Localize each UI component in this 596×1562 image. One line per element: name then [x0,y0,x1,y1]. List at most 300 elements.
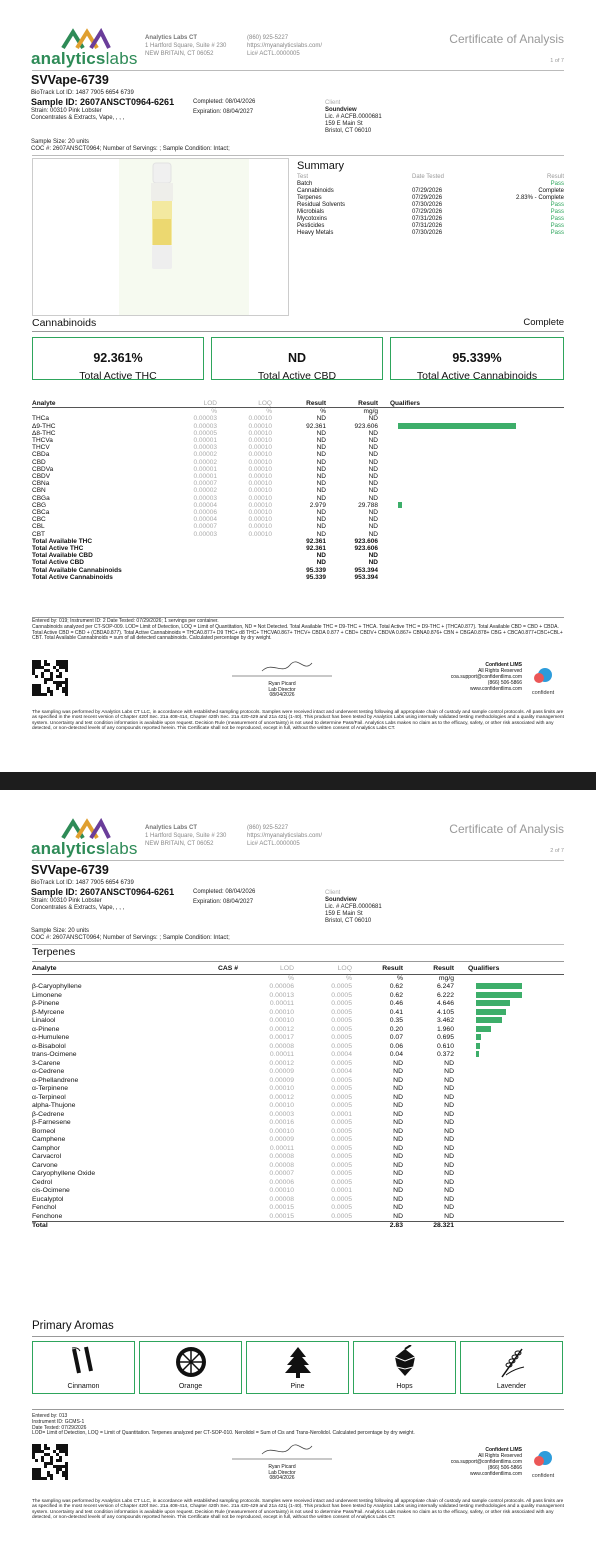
loq-value: 0.0005 [331,983,352,990]
confident-l2: All Rights Reserved [478,1453,522,1459]
terpene-row [32,1145,564,1154]
qualifier-cell [454,992,564,1001]
qualifier-cell [378,444,564,451]
cas-value [182,1153,238,1162]
result-mg: ND [444,1068,454,1075]
signer-name: Ryan Picard [268,1464,296,1470]
lod-value: 0.00002 [193,451,217,459]
col-lod: LOD [280,965,294,972]
terpenes-divider [32,961,564,962]
cannabinoids-table [32,400,564,581]
category: Concentrates & Extracts, Vape, , , , [31,905,125,911]
qualifier-cell [378,451,564,458]
company-address1: 1 Hartford Square, Suite # 230 [145,833,227,839]
qualifier-cell [454,1000,564,1009]
aroma-pine [246,1341,349,1394]
cas-value [182,1017,238,1026]
cannabinoid-row [32,451,564,458]
summary-test: Pesticides [297,223,325,229]
company-web[interactable]: https://myanalyticslabs.com/ [247,833,323,839]
qualifier-cell [454,1094,564,1103]
signature-image [232,1442,332,1460]
analyte-name: CBD [32,458,46,466]
cas-value [182,1136,238,1145]
result-pct: ND [393,1102,403,1109]
analyte-name: THCVa [32,437,53,445]
summary-date: 07/31/2026 [412,216,443,222]
analyte-name: alpha-Thujone [32,1102,76,1109]
result-mg: ND [444,1102,454,1109]
lod-value: 0.00001 [193,473,217,481]
cas-value [182,1085,238,1094]
summary-date: 07/30/2026 [412,230,443,236]
summary-date: 07/31/2026 [412,223,443,229]
cas-value [182,1094,238,1103]
cannabinoid-row [32,473,564,480]
loq-value: 0.0001 [331,1110,352,1118]
loq-value: 0.0005 [331,1178,352,1186]
qualifier-cell [378,459,564,466]
biotrack-id: BioTrack Lot ID: 1487 7905 6654 6739 [31,90,134,96]
completed-date: Completed: 08/04/2026 [193,889,256,895]
analyte-name: α-Pinene [32,1025,60,1033]
lod-value: 0.00002 [193,487,217,495]
company-phone: (860) 925-5227 [247,35,289,41]
lod-value: 0.00005 [193,429,217,437]
cannabinoid-row [32,430,564,437]
cas-value [182,983,238,992]
summary-result: Pass [550,181,564,187]
qualifier-cell [378,487,564,494]
confident-l1: Confident LIMS [485,662,522,668]
analyte-name: β-Myrcene [32,1008,65,1016]
analyte-name: β-Caryophyllene [32,983,82,990]
analyte-name: Carvacrol [32,1153,62,1160]
result-bar [476,1043,480,1049]
product-name: SVVape-6739 [31,73,109,87]
analyte-name: β-Cedrene [32,1110,65,1118]
terpenes-notes [32,1414,564,1437]
result-mg: ND [444,1178,454,1186]
summary-row [297,223,564,230]
result-mg: ND [368,429,378,437]
total-pct: ND [316,552,326,560]
total-mg: ND [368,559,378,567]
cas-value [182,1000,238,1009]
signature-block [232,1442,332,1482]
summary-result: 2.83% - Complete [515,195,564,201]
loq-value: 0.0004 [331,1051,352,1058]
cannabinoid-row [32,444,564,451]
cannabinoids-header-row [32,400,564,408]
cannabinoids-units-row [32,408,564,416]
result-pct: ND [393,1093,403,1101]
cas-value [182,1026,238,1035]
terpene-row [32,1128,564,1137]
total-mg: 28.321 [433,1222,454,1229]
loq-value: 0.0005 [331,1195,352,1203]
result-pct: ND [393,1059,403,1067]
result-mg: ND [368,509,378,517]
summary-header-row [297,174,564,181]
summary-result: Pass [550,209,564,215]
analyte-name: trans-Ocimene [32,1051,77,1058]
col-analyte: Analyte [32,400,56,407]
company-name: Analytics Labs CT [145,825,198,831]
aroma-lavender [460,1341,563,1394]
loq-value: 0.0005 [331,1144,352,1152]
entered-note: Entered by: 013 [32,1413,68,1419]
result-pct: 0.46 [389,1000,403,1007]
loq-value: 0.00010 [248,530,272,538]
qualifier-cell [454,1068,564,1077]
summary-date: 07/29/2026 [412,209,443,215]
loq-value: 0.00010 [248,480,272,488]
cannabinoids-title: Cannabinoids [32,317,97,329]
unit-result-mg: mg/g [363,408,378,416]
product-name: SVVape-6739 [31,863,109,877]
aroma-cinnamon [32,1341,135,1394]
result-mg: ND [368,444,378,452]
cas-value [182,1060,238,1069]
method-note: LOD= Limit of Detection, LOQ = Limit of Quantitation. Terpenes analyzed per CT-SOP-010. Nerolidol = Sum of Cis and Trans-Nerolidol. Calculated percentage by dry weight. [32,1430,415,1437]
cannabinoid-total-row [32,545,564,552]
qualifier-cell [378,430,564,437]
summary-table [297,174,564,237]
analyte-name: Δ9-THC [32,422,56,430]
loq-value: 0.00010 [248,465,272,473]
kpi-label: Total Active THC [79,370,157,382]
cas-value [182,1128,238,1137]
result-bar [476,1017,502,1023]
cannabinoid-row [32,415,564,422]
lod-value: 0.00003 [193,494,217,502]
lod-value: 0.00017 [269,1034,294,1041]
result-pct: ND [393,1119,403,1126]
result-mg: 1.960 [436,1025,454,1033]
analyte-name: Fenchone [32,1212,63,1220]
result-mg: ND [444,1212,454,1220]
lavender-icon [492,1345,532,1379]
contact-block [247,824,322,848]
terpenes-title: Terpenes [32,946,76,958]
sign-date: 08/04/2026 [269,1475,295,1482]
aroma-label: Cinnamon [67,1383,100,1390]
summary-row [297,188,564,195]
lod-value: 0.00009 [269,1076,294,1084]
confident-phone: (866) 506-5866 [487,1465,522,1471]
cannabinoid-total-row [32,559,564,566]
qualifier-cell [454,1051,564,1060]
cas-value [182,1102,238,1111]
analyte-name: Carvone [32,1161,58,1169]
company-block [145,824,226,848]
terpene-row [32,992,564,1001]
strain: Strain: 00310 Pink Lobster [31,898,102,904]
total-mg: 953.394 [354,566,378,574]
lod-value: 0.00008 [269,1153,294,1160]
cas-value [182,1043,238,1052]
loq-value: 0.00010 [248,487,272,495]
result-pct: ND [393,1170,403,1177]
analyte-name: α-Phellandrene [32,1076,79,1084]
lod-value: 0.00011 [269,1144,294,1152]
result-mg: 0.372 [436,1051,454,1058]
kpi-label: Total Active Cannabinoids [416,370,538,382]
summary-test: Residual Solvents [297,202,346,208]
result-pct: ND [316,530,326,538]
result-mg: ND [368,451,378,459]
terpene-row [32,1196,564,1205]
result-mg: 4.646 [436,1000,454,1007]
result-mg: ND [368,465,378,473]
result-pct: ND [393,1204,403,1211]
cas-value [182,1179,238,1188]
summary-test: Heavy Metals [297,230,334,236]
cannabinoid-row [32,437,564,444]
result-bar [398,502,402,508]
loq-value: 0.00010 [248,509,272,517]
result-mg: 3.462 [436,1017,454,1024]
lod-value: 0.00006 [269,1178,294,1186]
result-mg: ND [444,1195,454,1203]
document-title: Certificate of Analysis [449,32,564,46]
page-separator [0,772,596,790]
disclaimer: The sampling was performed by Analytics Labs CT LLC, in accordance with established sampling protocols. Samples were received intact and underwent testing following all appropriate chain of custody and sample control protocols. All pass limits are as specified in the most recent version of Chapter 420f Sec. 21a 408-414, Chapter 420h Sec. 21a 420-429 and 21a 421j (1-40). This product has been tested by Analytics Labs using internally validated testing methodologies and a quality management system. Uncertainty and test condition information is available upon request. Decision Rule (measurement of uncertainty) is not used to determine Pass/Fail. Analytics Labs makes no claim as to the efficacy, safety, or other risk associated with any detected, or non-detected levels of any compounds reported herein. This Certificate shall not be reproduced, except in full, without the written consent of Analytics Labs CT. [32,1499,564,1521]
expiration-date: Expiration: 08/04/2027 [193,109,254,115]
header-divider [32,70,564,71]
loq-value: 0.0005 [331,1136,352,1143]
confident-wordmark: confident [531,1473,555,1479]
client-name: Soundview [325,107,357,113]
total-name: Total Available THC [32,537,93,545]
aroma-orange [139,1341,242,1394]
logo-mark-icon [61,28,111,50]
result-mg: ND [444,1204,454,1211]
lod-value: 0.00010 [269,1008,294,1016]
terpene-row [32,1051,564,1060]
cas-value [182,1187,238,1196]
header-divider [32,860,564,861]
analyte-name: Δ8-THC [32,429,56,437]
result-mg: ND [444,1093,454,1101]
cas-value [182,1162,238,1171]
lod-value: 0.00004 [193,516,217,524]
analyte-name: CBCa [32,509,50,517]
analyte-name: Fenchol [32,1204,57,1211]
kpi-total-active-cbd [211,337,383,380]
terpene-row [32,1102,564,1111]
cannabinoid-total-row [32,552,564,559]
result-mg: ND [368,458,378,466]
signer-name: Ryan Picard [268,681,296,687]
terpene-row [32,1204,564,1213]
result-bar [476,1026,491,1032]
qualifier-cell [454,1119,564,1128]
summary-row [297,181,564,188]
qualifier-cell [378,509,564,516]
loq-value: 0.0005 [331,1025,352,1033]
cannabinoids-divider [32,331,564,332]
terpene-row [32,1077,564,1086]
summary-row [297,216,564,223]
result-mg: 4.105 [436,1008,454,1016]
unit-result-mg: mg/g [438,974,454,982]
analyte-name: CBDVa [32,465,54,473]
analyte-name: Borneol [32,1127,56,1135]
lod-value: 0.00011 [269,1000,294,1007]
summary-result: Pass [550,202,564,208]
result-pct: ND [316,516,326,524]
logo-mark-icon [61,818,111,840]
lod-value: 0.00010 [269,1187,294,1194]
terpene-row [32,1017,564,1026]
analyte-name: β-Farnesene [32,1119,71,1126]
confident-email[interactable]: coa.support@confidentlims.com [450,1459,522,1465]
unit-lod: % [287,974,294,982]
cannabinoid-row [32,516,564,523]
lod-value: 0.00015 [269,1212,294,1220]
result-pct: 0.20 [389,1025,403,1033]
lod-value: 0.00006 [269,983,294,990]
method-note: Cannabinoids analyzed per CT-SOP-009. LOD= Limit of Detection, LOQ = Limit of Quantitation, ND = Not Detected. Total Available THC = D9-THC + THCA. Total Active THC = D9-THC + (THCA0.877). Total Available CBD = CBD + CBDA. Total Active CBD = CBD + (CBDA0.877). Total Active Cannabinoids = THCA0.877+ D9 THC+ d8 THC+ THCVA0.867+ THCV+ CBDA 0.877 + CBD+ CBDV+ CBDVA 0.867+ CBNA0.876+ CBN + CBGA0.878+ CBG + CBCA0.877+CBC+CBL+ CBT. Total Available Cannabinoids = sum of all detected cannabinoids. Calculated percentage by dry weight. [32,623,563,642]
result-mg: ND [368,487,378,495]
qualifier-cell [378,473,564,480]
cas-value [182,992,238,1001]
lod-value: 0.00012 [269,1093,294,1101]
confident-web[interactable]: www.confidentlims.com [470,686,522,692]
result-pct: ND [393,1076,403,1084]
coa-page-2 [0,790,596,1562]
loq-value: 0.0005 [331,991,352,999]
terpene-row [32,1009,564,1018]
result-mg: ND [444,1161,454,1169]
summary-col-result: Result [546,174,564,180]
qualifier-cell [378,480,564,487]
orange-icon [171,1345,211,1379]
qualifier-cell [454,1102,564,1111]
result-pct: ND [316,509,326,517]
terpene-row [32,1213,564,1222]
loq-value: 0.0005 [331,1076,352,1084]
analyte-name: CBT [32,530,45,538]
summary-date [412,181,472,188]
result-pct: 0.35 [389,1017,403,1024]
summary-col-date: Date Tested [412,174,444,180]
client-license: Lic. # ACFB.0000681 [325,904,382,910]
cannabinoids-status: Complete [523,317,564,328]
qualifier-cell [454,983,564,992]
total-name: Total Active CBD [32,559,85,567]
cannabinoid-row [32,487,564,494]
result-bar [398,423,516,429]
col-qualifiers: Qualifiers [390,400,420,407]
analyte-name: Camphor [32,1144,60,1152]
signer-role: Lab Director [268,1469,296,1476]
analyte-name: THCa [32,415,49,423]
result-pct: ND [393,1178,403,1186]
meta-divider [32,944,564,945]
cas-value [182,1111,238,1120]
analyte-name: CBC [32,516,46,524]
total-pct: ND [316,559,326,567]
aroma-label: Pine [290,1383,305,1390]
loq-value: 0.00010 [248,422,272,430]
confident-lims-block [400,1447,522,1477]
result-pct: 92.361 [306,422,326,430]
terpene-row [32,1111,564,1120]
aromas-title: Primary Aromas [32,1320,114,1332]
result-bar [476,1009,506,1015]
cas-value [182,1119,238,1128]
qr-code[interactable] [32,1444,68,1480]
col-result-mg: Result [358,400,378,407]
client-street: 159 E Main St [325,121,363,127]
company-block [145,34,226,58]
loq-value: 0.0005 [331,1153,352,1160]
total-mg: ND [368,552,378,560]
result-mg: ND [444,1153,454,1160]
result-mg: 923.606 [354,422,378,430]
aroma-label: Lavender [496,1383,527,1390]
result-pct: 0.62 [389,983,403,990]
terpene-row [32,983,564,992]
loq-value: 0.0005 [331,1034,352,1041]
result-pct: ND [316,480,326,488]
biotrack-id: BioTrack Lot ID: 1487 7905 6654 6739 [31,880,134,886]
loq-value: 0.00010 [248,437,272,445]
result-mg: ND [444,1144,454,1152]
summary-row [297,230,564,237]
company-license: Lic# ACTL.0000005 [247,841,300,847]
total-pct: 92.361 [306,537,326,545]
analyte-name: Cedrol [32,1178,53,1186]
analyte-name: β-Pinene [32,1000,60,1007]
analyte-name: α-Humulene [32,1034,70,1041]
loq-value: 0.0005 [331,1119,352,1126]
cas-value [182,1213,238,1222]
qualifier-cell [454,1179,564,1188]
loq-value: 0.0005 [331,1000,352,1007]
result-pct: ND [316,451,326,459]
lod-value: 0.00012 [269,1025,294,1033]
analyte-name: CBGa [32,494,50,502]
confident-web[interactable]: www.confidentlims.com [470,1471,522,1477]
qualifier-cell [454,1034,564,1043]
loq-value: 0.0005 [331,1102,352,1109]
company-license: Lic# ACTL.0000005 [247,51,300,57]
confident-email[interactable]: coa.support@confidentlims.com [450,674,522,680]
cannabinoid-row [32,423,564,430]
terpene-row [32,1043,564,1052]
analyte-name: CBN [32,487,46,495]
kpi-total-active-thc [32,337,204,380]
qr-code[interactable] [32,660,68,696]
result-mg: ND [444,1110,454,1118]
col-analyte: Analyte [32,965,57,972]
result-bar [476,1000,510,1006]
terpene-row [32,1068,564,1077]
summary-date: 07/29/2026 [412,195,443,201]
loq-value: 0.00010 [248,473,272,481]
category: Concentrates & Extracts, Vape, , , , [31,115,125,121]
cas-value [182,1068,238,1077]
loq-value: 0.0005 [331,1170,352,1177]
result-mg: ND [444,1136,454,1143]
terpene-row [32,1187,564,1196]
company-address1: 1 Hartford Square, Suite # 230 [145,43,227,49]
company-web[interactable]: https://myanalyticslabs.com/ [247,43,323,49]
